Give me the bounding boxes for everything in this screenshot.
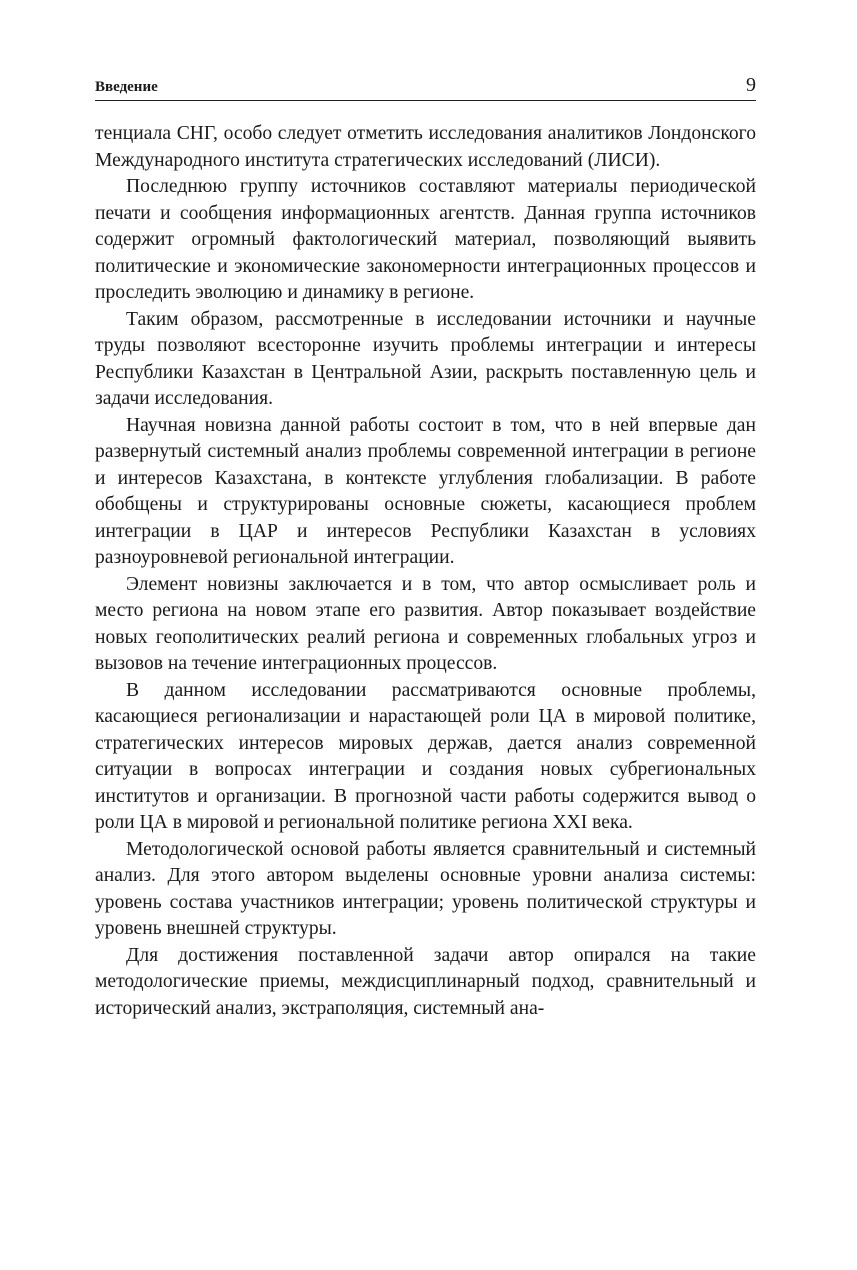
page-number: 9 [746, 74, 756, 96]
paragraph: Таким образом, рассмотренные в исследовании источники и научные труды позволяют всесторонне изучить проблемы интеграции и интересы Республики Казахстан в Центральной Азии, раскрыть поставленную цель и задачи исследования. [95, 308, 756, 409]
paragraph: Последнюю группу источников составляют материалы периодической печати и сообщения информационных агентств. Данная группа источников содержит огромный фактологический материал, позволяющий выявить политические и экономические закономерности интеграционных процессов и проследить эволюцию и динамику в регионе. [95, 176, 756, 303]
body-text [95, 121, 756, 1022]
paragraph: В данном исследовании рассматриваются основные проблемы, касающиеся регионализации и нарастающей роли ЦА в мировой политике, стратегических интересов мировых держав, дается анализ современной ситуации в вопросах интеграции и создания новых субрегиональных институтов и организации. В прогнозной части работы содержится вывод о роли ЦА в мировой и региональной политике региона XXI века. [95, 679, 756, 833]
running-header [95, 72, 756, 101]
paragraph: тенциала СНГ, особо следует отметить исследования аналитиков Лондонского Международного института стратегических исследований (ЛИСИ). [95, 123, 756, 171]
book-page [95, 72, 756, 1022]
paragraph: Научная новизна данной работы состоит в том, что в ней впервые дан развернутый системный анализ проблемы современной интеграции в регионе и интересов Казахстана, в контексте углубления глобализации. В работе обобщены и структурированы основные сюжеты, касающиеся проблем интеграции в ЦАР и интересов Республики Казахстан в условиях разноуровневой региональной интеграции. [95, 414, 756, 568]
paragraph: Методологической основой работы является сравнительный и системный анализ. Для этого автором выделены основные уровни анализа системы: уровень состава участников интеграции; уровень политической структуры и уровень внешней структуры. [95, 838, 756, 939]
paragraph: Для достижения поставленной задачи автор опирался на такие методологические приемы, междисциплинарный подход, сравнительный и исторический анализ, экстраполяция, системный ана- [95, 944, 756, 1019]
paragraph: Элемент новизны заключается и в том, что автор осмысливает роль и место региона на новом этапе его развития. Автор показывает воздействие новых геополитических реалий региона и современных глобальных угроз и вызовов на течение интеграционных процессов. [95, 573, 756, 674]
section-title: Введение [95, 79, 158, 95]
